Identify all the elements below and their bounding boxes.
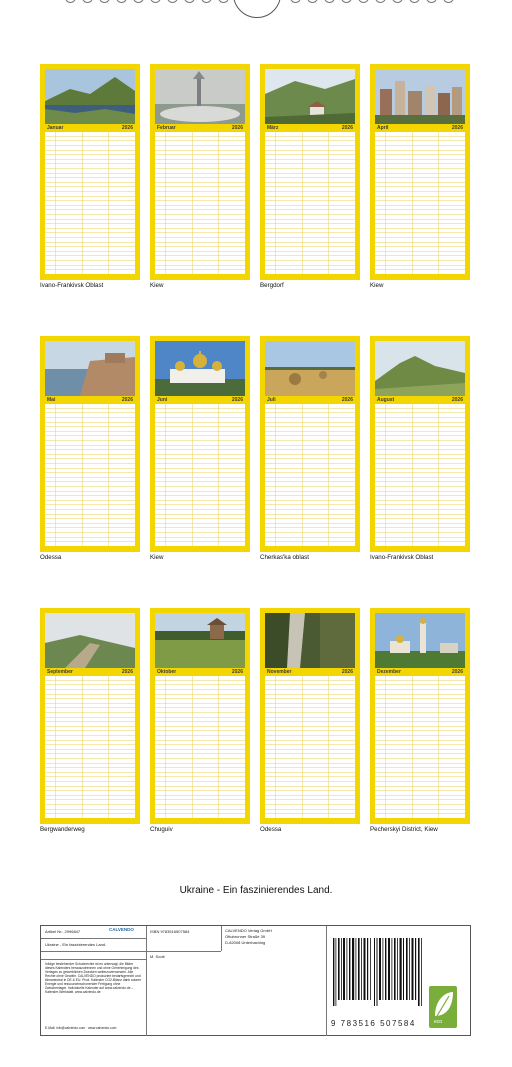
short-title: Ukraine - Ein faszinierendes Land. bbox=[45, 942, 107, 947]
photo-caption: Cherkas'ka oblast bbox=[260, 554, 309, 561]
ring bbox=[65, 0, 76, 3]
month-photo bbox=[265, 613, 355, 668]
ring bbox=[82, 0, 93, 3]
month-year: 2026 bbox=[231, 125, 243, 131]
hanger-ring bbox=[233, 0, 281, 18]
planner-grid bbox=[375, 132, 465, 274]
month-photo bbox=[375, 613, 465, 668]
photo-caption: Bergwanderweg bbox=[40, 826, 85, 833]
month-year: 2026 bbox=[121, 669, 133, 675]
month-card-juli bbox=[260, 336, 360, 552]
month-card-dezember bbox=[370, 608, 470, 824]
month-card-november bbox=[260, 608, 360, 824]
month-card-august bbox=[370, 336, 470, 552]
ring bbox=[324, 0, 335, 3]
ring bbox=[167, 0, 178, 3]
month-year: 2026 bbox=[451, 669, 463, 675]
photo-caption: Odessa bbox=[40, 554, 62, 561]
month-card-april bbox=[370, 64, 470, 280]
month-name: Januar bbox=[47, 125, 64, 131]
planner-grid bbox=[45, 132, 135, 274]
ring bbox=[99, 0, 110, 3]
month-year: 2026 bbox=[121, 125, 133, 131]
eco-label: eco bbox=[434, 1019, 443, 1025]
month-name: Februar bbox=[157, 125, 176, 131]
photo-caption: Pecherskyi District, Kiew bbox=[370, 826, 438, 833]
planner-grid bbox=[375, 404, 465, 546]
ring bbox=[218, 0, 229, 3]
ring bbox=[443, 0, 454, 3]
ring bbox=[116, 0, 127, 3]
publisher-street: Ottobrunner Straße 39 bbox=[225, 934, 266, 939]
planner-grid bbox=[375, 676, 465, 818]
contact-info: E-Mail: info@calvendo.com · www.calvendo.com bbox=[45, 1026, 117, 1030]
month-year: 2026 bbox=[121, 397, 133, 403]
photo-caption: Kiew bbox=[370, 282, 384, 289]
month-name: August bbox=[377, 397, 395, 403]
ring bbox=[133, 0, 144, 3]
month-photo bbox=[375, 341, 465, 396]
calendar-title: Ukraine - Ein faszinierendes Land. bbox=[179, 885, 333, 896]
month-card-januar bbox=[40, 64, 140, 280]
month-photo bbox=[155, 613, 245, 668]
photo-caption: Ivano-Frankivsk Oblast bbox=[40, 282, 104, 289]
planner-grid bbox=[155, 132, 245, 274]
month-name: September bbox=[47, 669, 73, 675]
isbn: ISBN 9783516507584 bbox=[150, 929, 190, 934]
month-year: 2026 bbox=[231, 397, 243, 403]
photo-caption: Kiew bbox=[150, 282, 164, 289]
month-card-juni bbox=[150, 336, 250, 552]
publisher-city: D-82008 Unterhaching bbox=[225, 940, 266, 945]
month-photo bbox=[45, 341, 135, 396]
month-photo bbox=[155, 69, 245, 124]
ring bbox=[358, 0, 369, 3]
barcode-number: 9 783516 507584 bbox=[331, 1019, 416, 1028]
ring bbox=[307, 0, 318, 3]
month-photo bbox=[45, 69, 135, 124]
month-year: 2026 bbox=[341, 669, 353, 675]
ring bbox=[150, 0, 161, 3]
article-number: Artikel Nr.: 2996847 bbox=[45, 929, 81, 934]
planner-grid bbox=[155, 676, 245, 818]
ring bbox=[341, 0, 352, 3]
month-name: November bbox=[267, 669, 292, 675]
author: M. Scott bbox=[150, 954, 165, 959]
month-year: 2026 bbox=[341, 397, 353, 403]
barcode bbox=[331, 938, 431, 1016]
ring bbox=[426, 0, 437, 3]
ring bbox=[375, 0, 386, 3]
planner-grid bbox=[265, 404, 355, 546]
month-photo bbox=[265, 341, 355, 396]
legal-text: Infolge bestehender Schutzrechte ist es untersagt, die Bilder dieses Kalenders herauszutrennen und ohne Genehmigung des Verlages zu gewerblichen Zwecken weiterzuverwenden. Alle Rechte ohne Gewähr. CALVENDO produziert bedarfsgerecht und klimaneutral in DE & EU. Prod. Kalender CO2-Bilanz dank solarer Energie und ressourcenschonender Fertigung ohne Zwischenlager. Individuelle Kalender auf www.calvendo.de – Kalender-Werkstatt. www.calvendo.de bbox=[45, 962, 142, 994]
month-year: 2026 bbox=[341, 125, 353, 131]
month-name: Dezember bbox=[377, 669, 401, 675]
ring bbox=[409, 0, 420, 3]
planner-grid bbox=[45, 676, 135, 818]
ring bbox=[201, 0, 212, 3]
month-card-mai bbox=[40, 336, 140, 552]
publisher-info-box bbox=[40, 925, 471, 1036]
planner-grid bbox=[265, 676, 355, 818]
month-name: Juli bbox=[267, 397, 276, 403]
ring bbox=[290, 0, 301, 3]
month-card-september bbox=[40, 608, 140, 824]
photo-caption: Odessa bbox=[260, 826, 282, 833]
calvendo-logo: CALVENDO bbox=[109, 927, 134, 932]
month-card-oktober bbox=[150, 608, 250, 824]
planner-grid bbox=[45, 404, 135, 546]
photo-caption: Ivano-Frankivsk Oblast bbox=[370, 554, 434, 561]
planner-grid bbox=[265, 132, 355, 274]
month-photo bbox=[375, 69, 465, 124]
month-photo bbox=[45, 613, 135, 668]
month-year: 2026 bbox=[451, 125, 463, 131]
planner-grid bbox=[155, 404, 245, 546]
photo-caption: Kiew bbox=[150, 554, 164, 561]
month-name: Oktober bbox=[157, 669, 177, 675]
month-name: Juni bbox=[157, 397, 168, 403]
ring bbox=[392, 0, 403, 3]
month-name: April bbox=[377, 125, 389, 131]
month-photo bbox=[265, 69, 355, 124]
month-name: März bbox=[267, 125, 279, 131]
month-name: Mai bbox=[47, 397, 56, 403]
month-year: 2026 bbox=[451, 397, 463, 403]
photo-caption: Bergdorf bbox=[260, 282, 284, 289]
ring bbox=[184, 0, 195, 3]
month-card-maerz bbox=[260, 64, 360, 280]
photo-caption: Chuguiv bbox=[150, 826, 173, 833]
month-photo bbox=[155, 341, 245, 396]
month-card-februar bbox=[150, 64, 250, 280]
publisher-name: CALVENDO Verlag GmbH bbox=[225, 928, 272, 933]
month-year: 2026 bbox=[231, 669, 243, 675]
